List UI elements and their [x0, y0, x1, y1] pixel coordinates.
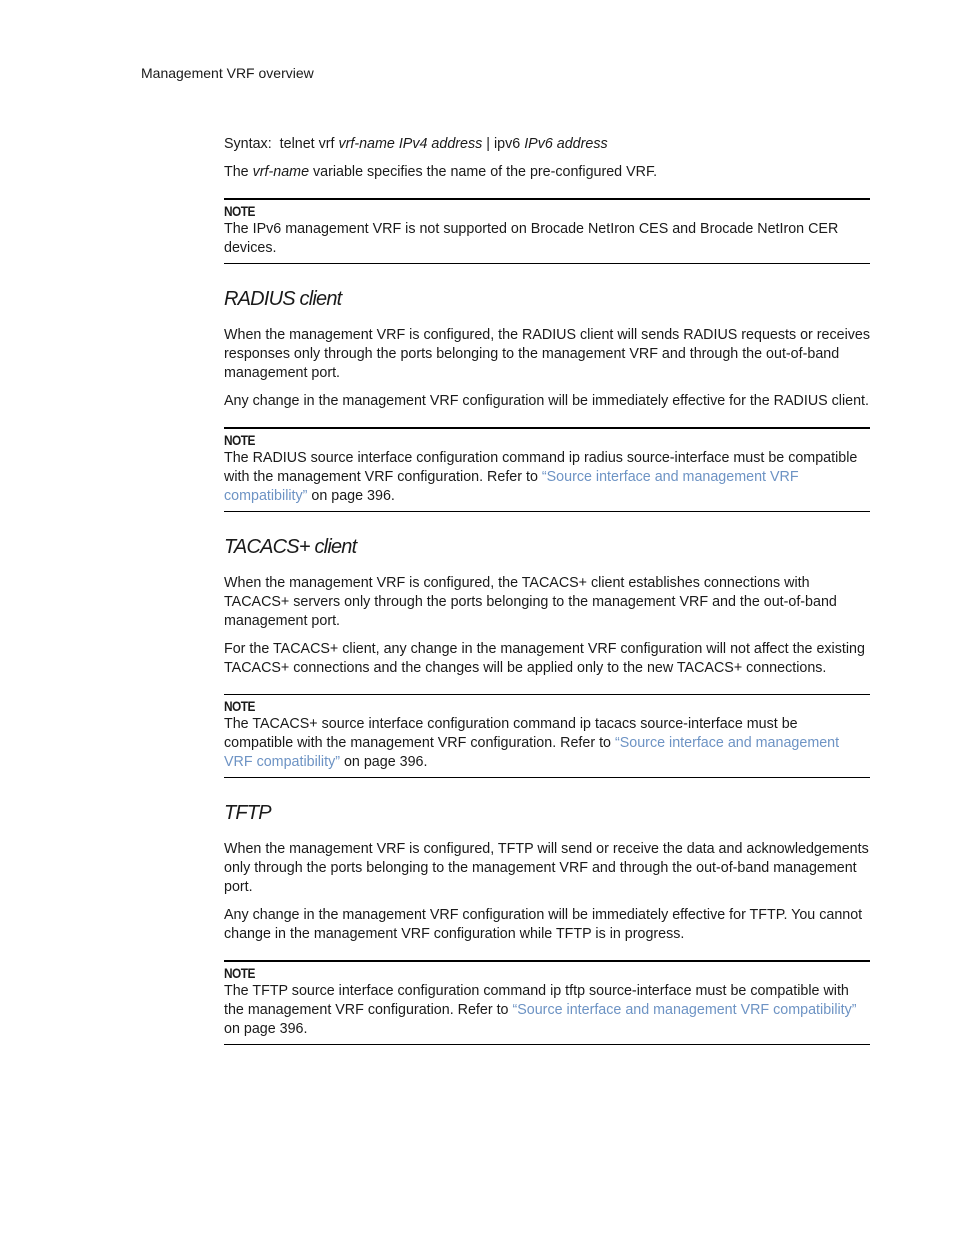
xref-link-source-interface[interactable]: “Source interface and management VRF compatibility” [224, 735, 840, 770]
note-ipv6 [224, 198, 870, 264]
heading-tacacs-client: TACACS+ client [224, 536, 357, 558]
note-text-mid: must be compatible with the management VRF configuration. Refer to [224, 983, 849, 1018]
heading-tftp: TFTP [224, 802, 271, 824]
note-text-pre: The RADIUS source interface configuration command [224, 450, 569, 466]
syntax-arg-1: vrf-name IPv4 address [338, 136, 483, 152]
tftp-paragraph-1: When the management VRF is configured, TFTP will send or receive the data and acknowledgements only through the ports belonging to the management VRF and through the out-of-band management port. [224, 841, 869, 895]
syntax-separator: | [486, 136, 490, 152]
intro-paragraph [224, 163, 870, 182]
page-body [224, 135, 870, 1045]
note-label: NOTE [224, 699, 255, 714]
note-text-post: on page 396. [307, 488, 395, 504]
xref-link-source-interface[interactable]: “Source interface and management VRF compatibility” [224, 469, 799, 504]
note-radius [224, 427, 870, 512]
radius-paragraph-1: When the management VRF is configured, the RADIUS client will sends RADIUS requests or receives responses only through the ports belonging to the management VRF and through the out-of-band management port. [224, 327, 871, 381]
tacacs-paragraph-2: For the TACACS+ client, any change in the management VRF configuration will not affect the existing TACACS+ connections and the changes will be applied only to the new TACACS+ connections. [224, 641, 865, 676]
note-label: NOTE [224, 204, 255, 219]
note-text [224, 715, 870, 772]
note-text-mid: must be compatible with the management VRF configuration. Refer to [224, 450, 858, 485]
note-text-pre: The TACACS+ source interface configuration command [224, 716, 580, 732]
note-text-post: on page 396. [224, 1021, 308, 1037]
intro-variable: vrf-name [252, 164, 310, 180]
syntax-keyword-ipv6: ipv6 [493, 136, 521, 152]
syntax-line [224, 135, 870, 154]
running-head: Management VRF overview [141, 65, 314, 81]
note-label: NOTE [224, 966, 255, 981]
tftp-paragraph-2: Any change in the management VRF configuration will be immediately effective for TFTP. You cannot change in the management VRF configuration while TFTP is in progress. [224, 907, 863, 942]
syntax-command: telnet vrf [279, 136, 335, 152]
xref-link-source-interface[interactable]: “Source interface and management VRF compatibility” [512, 1002, 857, 1018]
note-text-post: on page 396. [340, 754, 428, 770]
note-text [224, 449, 870, 506]
tacacs-paragraph-1: When the management VRF is configured, the TACACS+ client establishes connections with TACACS+ servers only through the ports belonging to the management VRF and the out-of-band management port. [224, 575, 837, 629]
command-ip-tacacs-source-interface: ip tacacs source-interface [579, 716, 743, 732]
intro-text-post: variable specifies the name of the pre-configured VRF. [309, 164, 658, 180]
note-label: NOTE [224, 433, 255, 448]
syntax-arg-2: IPv6 address [524, 136, 608, 152]
syntax-label: Syntax: [224, 136, 272, 152]
note-text: The IPv6 management VRF is not supported on Brocade NetIron CES and Brocade NetIron CER devices. [224, 221, 839, 256]
heading-radius-client: RADIUS client [224, 288, 342, 310]
note-tftp [224, 960, 870, 1045]
command-ip-tftp-source-interface: ip tftp source-interface [550, 983, 692, 999]
note-text [224, 982, 870, 1039]
intro-text-pre: The [224, 164, 253, 180]
note-tacacs [224, 694, 870, 778]
note-text-pre: The TFTP source interface configuration command [224, 983, 551, 999]
note-text-mid: must be compatible with the management VRF configuration. Refer to [224, 716, 798, 751]
radius-paragraph-2: Any change in the management VRF configuration will be immediately effective for the RADIUS client. [224, 393, 870, 409]
command-ip-radius-source-interface: ip radius source-interface [568, 450, 730, 466]
